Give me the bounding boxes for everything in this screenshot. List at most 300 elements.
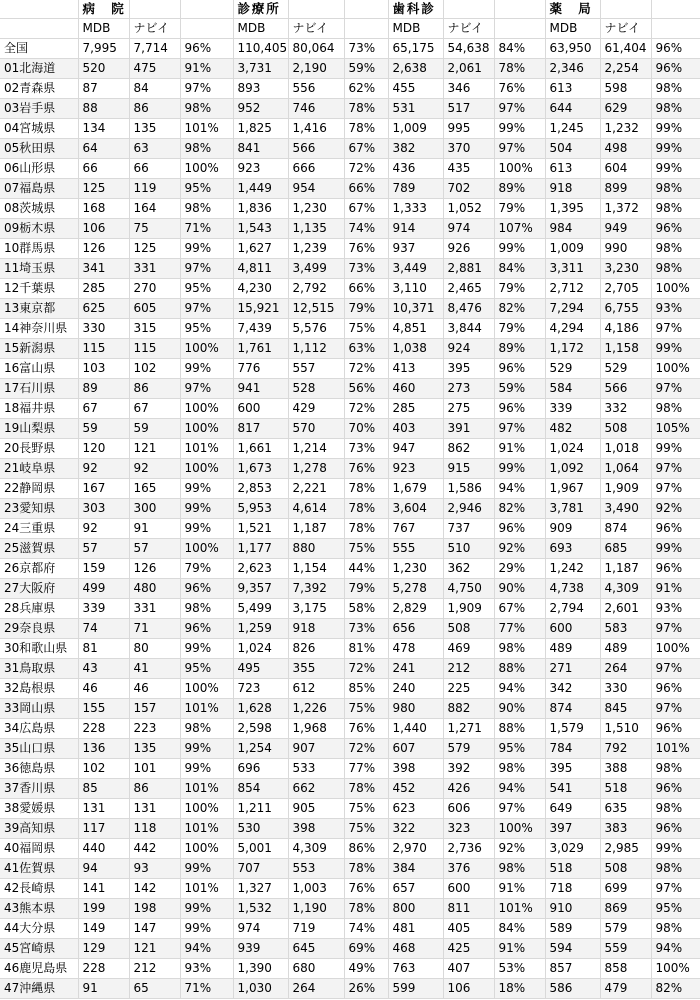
table-cell: 905 xyxy=(288,799,344,819)
table-cell: 106 xyxy=(78,219,129,239)
table-cell: 78% xyxy=(344,859,388,879)
table-cell: 78% xyxy=(494,59,545,79)
table-cell: 811 xyxy=(443,899,494,919)
table-cell: 479 xyxy=(600,979,651,999)
table-cell: 508 xyxy=(443,619,494,639)
table-cell: 612 xyxy=(288,679,344,699)
table-cell: 96% xyxy=(180,579,233,599)
table-cell: 53% xyxy=(494,959,545,979)
table-cell: 97% xyxy=(494,419,545,439)
table-cell: 75% xyxy=(344,799,388,819)
table-row xyxy=(0,859,700,879)
table-cell: 388 xyxy=(600,759,651,779)
table-cell: 1,825 xyxy=(233,119,288,139)
table-cell: 475 xyxy=(129,59,180,79)
table-cell: 3,029 xyxy=(545,839,600,859)
table-cell: 99% xyxy=(494,459,545,479)
table-cell: 67 xyxy=(78,399,129,419)
table-cell: 101% xyxy=(180,119,233,139)
table-cell: 566 xyxy=(600,379,651,399)
table-cell: 984 xyxy=(545,219,600,239)
table-cell: 332 xyxy=(600,399,651,419)
table-cell: 529 xyxy=(600,359,651,379)
table-cell: 72% xyxy=(344,659,388,679)
table-cell: 84% xyxy=(494,919,545,939)
table-cell: 395 xyxy=(443,359,494,379)
table-cell: 937 xyxy=(388,239,443,259)
table-cell: 100% xyxy=(180,159,233,179)
table-cell: 100% xyxy=(651,959,700,979)
table-cell: 4,309 xyxy=(600,579,651,599)
table-cell: 623 xyxy=(388,799,443,819)
table-cell: 67% xyxy=(494,599,545,619)
table-cell: 460 xyxy=(388,379,443,399)
table-cell: 2,970 xyxy=(388,839,443,859)
table-row xyxy=(0,199,700,219)
table-cell: 8,476 xyxy=(443,299,494,319)
table-cell: 82% xyxy=(494,299,545,319)
table-cell: 97% xyxy=(494,99,545,119)
category-header-row xyxy=(0,0,700,19)
table-cell: 98% xyxy=(651,259,700,279)
table-cell: 96% xyxy=(494,359,545,379)
table-cell: 1,242 xyxy=(545,559,600,579)
table-cell: 199 xyxy=(78,899,129,919)
table-cell: 613 xyxy=(545,159,600,179)
table-cell: 89% xyxy=(494,339,545,359)
table-cell: 939 xyxy=(233,939,288,959)
table-cell: 72% xyxy=(344,739,388,759)
table-cell: 95% xyxy=(494,739,545,759)
table-cell: 106 xyxy=(443,979,494,999)
region-name-cell: 41佐賀県 xyxy=(0,859,78,879)
table-cell: 7,294 xyxy=(545,299,600,319)
table-cell: 96% xyxy=(180,39,233,59)
table-cell: 56% xyxy=(344,379,388,399)
table-cell: 59% xyxy=(494,379,545,399)
table-cell: 10,371 xyxy=(388,299,443,319)
table-cell: 899 xyxy=(600,179,651,199)
table-cell: 2,705 xyxy=(600,279,651,299)
region-name-cell: 08茨城県 xyxy=(0,199,78,219)
table-cell: 59% xyxy=(344,59,388,79)
table-cell: 355 xyxy=(288,659,344,679)
table-cell: 92% xyxy=(651,499,700,519)
table-cell: 604 xyxy=(600,159,651,179)
table-row xyxy=(0,219,700,239)
table-cell: 100% xyxy=(494,819,545,839)
table-cell: 275 xyxy=(443,399,494,419)
table-cell: 100% xyxy=(180,679,233,699)
table-cell: 228 xyxy=(78,719,129,739)
table-row xyxy=(0,679,700,699)
table-cell: 167 xyxy=(78,479,129,499)
table-cell: 90% xyxy=(494,699,545,719)
table-cell: 101% xyxy=(651,739,700,759)
table-cell: 92% xyxy=(494,539,545,559)
table-cell: 73% xyxy=(344,619,388,639)
table-cell: 80 xyxy=(129,639,180,659)
table-cell: 1,003 xyxy=(288,879,344,899)
table-cell: 73% xyxy=(344,39,388,59)
region-name-cell: 10群馬県 xyxy=(0,239,78,259)
table-cell: 826 xyxy=(288,639,344,659)
table-cell: 817 xyxy=(233,419,288,439)
table-cell: 330 xyxy=(78,319,129,339)
table-cell: 331 xyxy=(129,259,180,279)
table-body xyxy=(0,39,700,999)
table-cell: 99% xyxy=(180,359,233,379)
table-cell: 599 xyxy=(388,979,443,999)
table-cell: 88 xyxy=(78,99,129,119)
table-cell: 86 xyxy=(129,779,180,799)
table-cell: 530 xyxy=(233,819,288,839)
table-cell: 79% xyxy=(180,559,233,579)
region-name-cell: 36徳島県 xyxy=(0,759,78,779)
table-cell: 559 xyxy=(600,939,651,959)
table-cell: 600 xyxy=(545,619,600,639)
region-name-cell: 31鳥取県 xyxy=(0,659,78,679)
table-cell: 96% xyxy=(180,619,233,639)
table-cell: 97% xyxy=(494,139,545,159)
table-cell: 72% xyxy=(344,359,388,379)
table-cell: 909 xyxy=(545,519,600,539)
table-cell: 1,449 xyxy=(233,179,288,199)
table-cell: 101% xyxy=(494,899,545,919)
table-cell: 78% xyxy=(344,899,388,919)
sub-header-navii: ナビイ xyxy=(443,19,494,39)
table-cell: 4,294 xyxy=(545,319,600,339)
table-row xyxy=(0,799,700,819)
table-cell: 1,909 xyxy=(600,479,651,499)
table-cell: 71% xyxy=(180,219,233,239)
table-cell: 2,853 xyxy=(233,479,288,499)
table-cell: 680 xyxy=(288,959,344,979)
table-cell: 76% xyxy=(344,459,388,479)
table-cell: 81% xyxy=(344,639,388,659)
table-cell: 72% xyxy=(344,399,388,419)
table-cell: 910 xyxy=(545,899,600,919)
table-cell: 5,499 xyxy=(233,599,288,619)
table-cell: 96% xyxy=(651,59,700,79)
table-cell: 15,921 xyxy=(233,299,288,319)
table-cell: 918 xyxy=(545,179,600,199)
table-cell: 67% xyxy=(344,139,388,159)
table-row xyxy=(0,339,700,359)
table-cell: 556 xyxy=(288,79,344,99)
table-cell: 425 xyxy=(443,939,494,959)
table-cell: 606 xyxy=(443,799,494,819)
table-cell: 495 xyxy=(233,659,288,679)
table-cell: 98% xyxy=(651,919,700,939)
table-cell: 29% xyxy=(494,559,545,579)
table-cell: 880 xyxy=(288,539,344,559)
region-name-cell: 25滋賀県 xyxy=(0,539,78,559)
table-cell: 99% xyxy=(180,479,233,499)
table-cell: 107% xyxy=(494,219,545,239)
table-cell: 440 xyxy=(78,839,129,859)
table-cell: 155 xyxy=(78,699,129,719)
table-cell: 1,627 xyxy=(233,239,288,259)
table-cell: 69% xyxy=(344,939,388,959)
table-cell: 54,638 xyxy=(443,39,494,59)
table-cell: 3,449 xyxy=(388,259,443,279)
table-cell: 18% xyxy=(494,979,545,999)
table-cell: 78% xyxy=(344,779,388,799)
table-cell: 149 xyxy=(78,919,129,939)
table-cell: 223 xyxy=(129,719,180,739)
table-cell: 79% xyxy=(344,299,388,319)
table-cell: 518 xyxy=(545,859,600,879)
table-cell: 76% xyxy=(344,239,388,259)
table-cell: 94% xyxy=(494,779,545,799)
table-cell: 91 xyxy=(129,519,180,539)
table-cell: 94% xyxy=(494,679,545,699)
table-cell: 117 xyxy=(78,819,129,839)
table-cell: 96% xyxy=(651,679,700,699)
table-row xyxy=(0,919,700,939)
table-cell: 1,009 xyxy=(545,239,600,259)
table-cell: 96% xyxy=(651,819,700,839)
table-cell: 508 xyxy=(600,419,651,439)
region-name-cell: 38愛媛県 xyxy=(0,799,78,819)
table-cell: 947 xyxy=(388,439,443,459)
table-cell: 97% xyxy=(651,459,700,479)
table-row xyxy=(0,699,700,719)
table-cell: 96% xyxy=(651,779,700,799)
table-cell: 99% xyxy=(180,519,233,539)
table-cell: 528 xyxy=(288,379,344,399)
table-cell: 330 xyxy=(600,679,651,699)
table-cell: 100% xyxy=(651,639,700,659)
sub-header-mdb: MDB xyxy=(78,19,129,39)
table-cell: 1,158 xyxy=(600,339,651,359)
table-cell: 531 xyxy=(388,99,443,119)
table-cell: 403 xyxy=(388,419,443,439)
table-cell: 44% xyxy=(344,559,388,579)
table-cell: 1,211 xyxy=(233,799,288,819)
table-cell: 1,532 xyxy=(233,899,288,919)
table-cell: 586 xyxy=(545,979,600,999)
table-cell: 285 xyxy=(388,399,443,419)
table-cell: 90% xyxy=(494,579,545,599)
table-cell: 75% xyxy=(344,539,388,559)
table-cell: 508 xyxy=(600,859,651,879)
table-cell: 136 xyxy=(78,739,129,759)
table-row xyxy=(0,959,700,979)
table-cell: 101% xyxy=(180,439,233,459)
region-name-cell: 28兵庫県 xyxy=(0,599,78,619)
table-cell: 767 xyxy=(388,519,443,539)
sub-header-mdb: MDB xyxy=(545,19,600,39)
table-cell: 125 xyxy=(78,179,129,199)
table-cell: 115 xyxy=(78,339,129,359)
table-cell: 1,190 xyxy=(288,899,344,919)
table-cell: 339 xyxy=(78,599,129,619)
table-cell: 498 xyxy=(600,139,651,159)
table-cell: 7,392 xyxy=(288,579,344,599)
table-cell: 518 xyxy=(600,779,651,799)
table-cell: 489 xyxy=(600,639,651,659)
table-cell: 99% xyxy=(651,339,700,359)
sub-header-navii: ナビイ xyxy=(600,19,651,39)
table-cell: 480 xyxy=(129,579,180,599)
table-cell: 3,604 xyxy=(388,499,443,519)
table-cell: 75% xyxy=(344,819,388,839)
table-cell: 923 xyxy=(388,459,443,479)
table-cell: 98% xyxy=(180,599,233,619)
region-name-cell: 33岡山県 xyxy=(0,699,78,719)
table-cell: 93 xyxy=(129,859,180,879)
region-name-cell: 30和歌山県 xyxy=(0,639,78,659)
table-cell: 99% xyxy=(494,239,545,259)
region-name-cell: 13東京都 xyxy=(0,299,78,319)
table-row xyxy=(0,99,700,119)
table-cell: 7,714 xyxy=(129,39,180,59)
table-cell: 98% xyxy=(494,859,545,879)
table-cell: 398 xyxy=(288,819,344,839)
table-cell: 100% xyxy=(651,359,700,379)
table-row xyxy=(0,719,700,739)
table-cell: 1,836 xyxy=(233,199,288,219)
table-cell: 1,254 xyxy=(233,739,288,759)
region-name-cell: 02青森県 xyxy=(0,79,78,99)
table-cell: 100% xyxy=(180,839,233,859)
table-cell: 4,811 xyxy=(233,259,288,279)
table-cell: 135 xyxy=(129,119,180,139)
table-cell: 342 xyxy=(545,679,600,699)
region-name-cell: 44大分県 xyxy=(0,919,78,939)
table-cell: 1,390 xyxy=(233,959,288,979)
table-cell: 273 xyxy=(443,379,494,399)
table-cell: 974 xyxy=(443,219,494,239)
table-cell: 1,172 xyxy=(545,339,600,359)
table-cell: 315 xyxy=(129,319,180,339)
table-cell: 97% xyxy=(494,799,545,819)
table-cell: 5,953 xyxy=(233,499,288,519)
region-name-cell: 45宮崎県 xyxy=(0,939,78,959)
table-cell: 5,576 xyxy=(288,319,344,339)
table-cell: 91 xyxy=(78,979,129,999)
table-cell: 1,112 xyxy=(288,339,344,359)
table-row xyxy=(0,499,700,519)
table-cell: 468 xyxy=(388,939,443,959)
table-cell: 1,135 xyxy=(288,219,344,239)
table-cell: 77% xyxy=(344,759,388,779)
table-cell: 240 xyxy=(388,679,443,699)
table-cell: 135 xyxy=(129,739,180,759)
table-cell: 141 xyxy=(78,879,129,899)
table-row xyxy=(0,579,700,599)
table-cell: 1,673 xyxy=(233,459,288,479)
table-cell: 96% xyxy=(494,399,545,419)
table-cell: 67 xyxy=(129,399,180,419)
region-name-cell: 17石川県 xyxy=(0,379,78,399)
table-cell: 407 xyxy=(443,959,494,979)
table-cell: 1,052 xyxy=(443,199,494,219)
table-cell: 7,995 xyxy=(78,39,129,59)
table-cell: 1,245 xyxy=(545,119,600,139)
table-cell: 1,226 xyxy=(288,699,344,719)
table-row xyxy=(0,899,700,919)
table-cell: 924 xyxy=(443,339,494,359)
table-cell: 857 xyxy=(545,959,600,979)
table-cell: 763 xyxy=(388,959,443,979)
table-cell: 75% xyxy=(344,319,388,339)
table-cell: 100% xyxy=(180,459,233,479)
table-cell: 78% xyxy=(344,119,388,139)
table-cell: 5,001 xyxy=(233,839,288,859)
table-cell: 594 xyxy=(545,939,600,959)
table-cell: 49% xyxy=(344,959,388,979)
table-cell: 119 xyxy=(129,179,180,199)
table-cell: 625 xyxy=(78,299,129,319)
table-cell: 926 xyxy=(443,239,494,259)
table-cell: 874 xyxy=(600,519,651,539)
table-cell: 702 xyxy=(443,179,494,199)
table-cell: 118 xyxy=(129,819,180,839)
region-name-cell: 23愛知県 xyxy=(0,499,78,519)
table-cell: 41 xyxy=(129,659,180,679)
category-dental-header: 歯科診 xyxy=(388,0,443,19)
table-cell: 923 xyxy=(233,159,288,179)
table-cell: 644 xyxy=(545,99,600,119)
table-cell: 9,357 xyxy=(233,579,288,599)
table-row xyxy=(0,979,700,999)
table-cell: 4,738 xyxy=(545,579,600,599)
region-name-cell: 47沖縄県 xyxy=(0,979,78,999)
table-cell: 339 xyxy=(545,399,600,419)
region-name-cell: 16富山県 xyxy=(0,359,78,379)
table-cell: 4,750 xyxy=(443,579,494,599)
table-cell: 92 xyxy=(78,459,129,479)
table-cell: 529 xyxy=(545,359,600,379)
table-cell: 73% xyxy=(344,439,388,459)
table-row xyxy=(0,479,700,499)
table-cell: 1,030 xyxy=(233,979,288,999)
table-cell: 1,187 xyxy=(600,559,651,579)
table-cell: 605 xyxy=(129,299,180,319)
table-cell: 26% xyxy=(344,979,388,999)
table-cell: 96% xyxy=(651,719,700,739)
region-name-cell: 32島根県 xyxy=(0,679,78,699)
table-cell: 98% xyxy=(494,759,545,779)
region-name-cell: 04宮城県 xyxy=(0,119,78,139)
table-cell: 96% xyxy=(651,219,700,239)
table-row xyxy=(0,839,700,859)
table-cell: 1,586 xyxy=(443,479,494,499)
table-cell: 64 xyxy=(78,139,129,159)
table-cell: 436 xyxy=(388,159,443,179)
table-cell: 719 xyxy=(288,919,344,939)
table-cell: 504 xyxy=(545,139,600,159)
table-cell: 489 xyxy=(545,639,600,659)
table-cell: 1,024 xyxy=(233,639,288,659)
table-cell: 98% xyxy=(651,79,700,99)
table-cell: 2,465 xyxy=(443,279,494,299)
table-cell: 990 xyxy=(600,239,651,259)
table-cell: 84 xyxy=(129,79,180,99)
region-name-cell: 11埼玉県 xyxy=(0,259,78,279)
table-cell: 62% xyxy=(344,79,388,99)
sub-header-mdb: MDB xyxy=(233,19,288,39)
table-cell: 99% xyxy=(180,639,233,659)
table-cell: 147 xyxy=(129,919,180,939)
table-cell: 1,232 xyxy=(600,119,651,139)
table-cell: 949 xyxy=(600,219,651,239)
table-cell: 907 xyxy=(288,739,344,759)
table-cell: 4,186 xyxy=(600,319,651,339)
